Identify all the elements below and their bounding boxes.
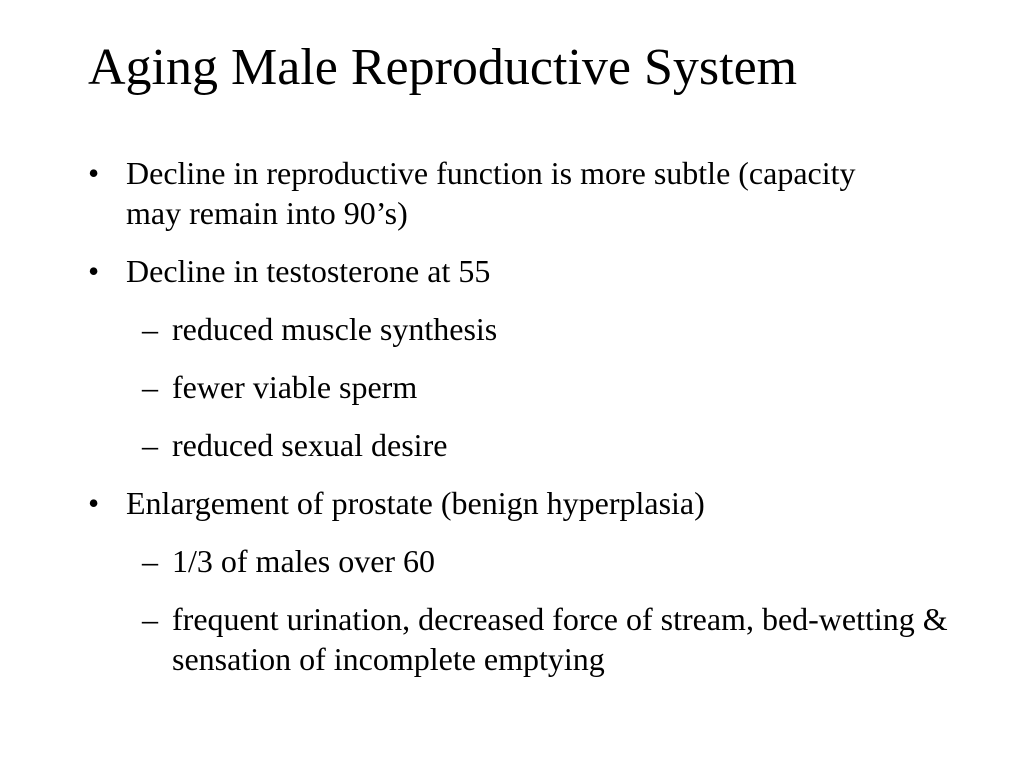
dash-marker: –	[142, 427, 158, 463]
bullet-marker: •	[88, 485, 100, 521]
dash-marker: –	[142, 601, 158, 637]
bullet-item	[0, 153, 1024, 233]
sub-bullet-text: fewer viable sperm	[172, 369, 418, 405]
sub-bullet-item	[0, 541, 1024, 581]
sub-bullet-item	[0, 309, 1024, 349]
sub-bullet-text: reduced sexual desire	[172, 427, 448, 463]
bullet-list	[0, 153, 1024, 697]
sub-bullet-text: frequent urination, decreased force of stream, bed-wetting & sensation of incomplete emptying	[172, 601, 948, 677]
sub-bullet-item	[0, 425, 1024, 465]
dash-marker: –	[142, 543, 158, 579]
bullet-item	[0, 483, 1024, 523]
bullet-text: Enlargement of prostate (benign hyperplasia)	[126, 485, 705, 521]
slide-title: Aging Male Reproductive System	[88, 39, 798, 96]
bullet-marker: •	[88, 155, 100, 191]
bullet-marker: •	[88, 253, 100, 289]
bullet-text: Decline in testosterone at 55	[126, 253, 491, 289]
bullet-text: Decline in reproductive function is more subtle (capacity may remain into 90’s)	[126, 155, 856, 231]
sub-bullet-text: reduced muscle synthesis	[172, 311, 498, 347]
sub-bullet-item	[0, 367, 1024, 407]
dash-marker: –	[142, 311, 158, 347]
bullet-item	[0, 251, 1024, 291]
sub-bullet-item	[0, 599, 1024, 679]
sub-bullet-text: 1/3 of males over 60	[172, 543, 436, 579]
dash-marker: –	[142, 369, 158, 405]
